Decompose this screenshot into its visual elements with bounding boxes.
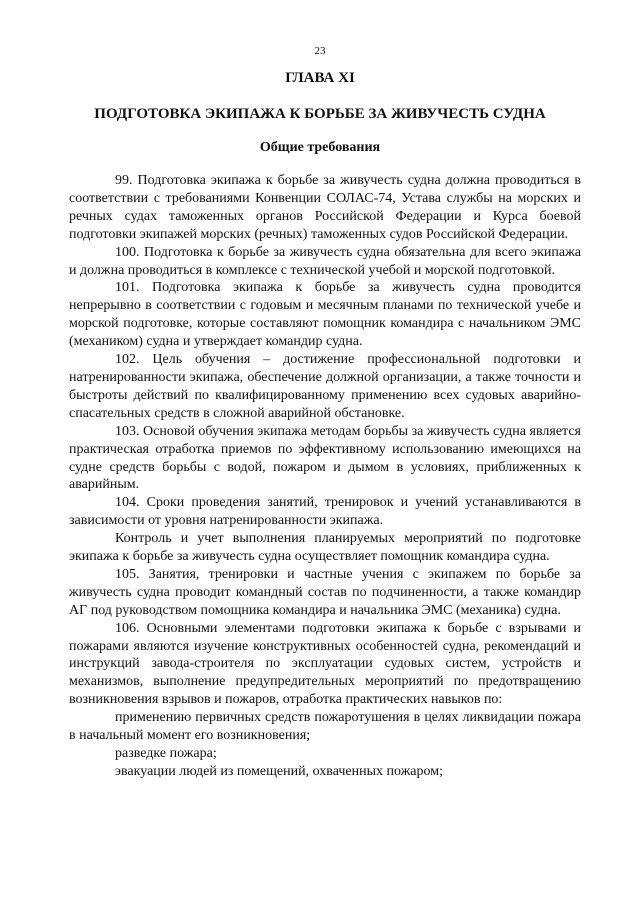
page-number: 23: [314, 45, 326, 57]
paragraph-99: 99. Подготовка экипажа к борьбе за живучесть судна должна проводиться в соответствии с требованиями Конвенции СОЛАС-74, Устава службы на морских и речных судах таможенных органов Российской Федерации и Курса боевой подготовки экипажей морских (речных) таможенных судов Российской Федерации.: [69, 173, 581, 242]
subsection-title: Общие требования: [259, 140, 381, 155]
chapter-title: ГЛАВА XI: [285, 70, 355, 86]
paragraph-101: 101. Подготовка экипажа к борьбе за живучесть судна проводится непрерывно в соответствии с годовым и месячным планами по технической учебе и морской подготовке, которые составляют помощник командира с начальником ЭМС (механиком) судна и утверждает командир судна.: [69, 280, 581, 350]
list-item-fire-reconnaissance: разведке пожара;: [115, 746, 217, 761]
paragraph-105: 105. Занятия, тренировки и частные учения с экипажем по борьбе за живучесть судна проводит командный состав по подчиненности, а также командир АГ под руководством помощника командира и начальника ЭМС (механика) судна.: [69, 566, 581, 618]
paragraph-103: 103. Основой обучения экипажа методам борьбы за живучесть судна является практическая отработка приемов по эффективному использованию имеющихся на судне средств борьбы с водой, пожаром и дымом в условиях, приближенных к аварийным.: [69, 423, 581, 493]
paragraph-106: 106. Основными элементами подготовки экипажа к борьбе с взрывами и пожарами являются изучение конструктивных особенностей судна, рекомендаций и инструкций завода-строителя по эксплуатации судовых систем, устройств и механизмов, выполнение предупредительных мероприятий по предотвращению возникновения взрывов и пожаров, отработка практических навыков по:: [69, 620, 581, 708]
section-title: ПОДГОТОВКА ЭКИПАЖА К БОРЬБЕ ЗА ЖИВУЧЕСТЬ СУДНА: [94, 106, 546, 122]
paragraph-104: 104. Сроки проведения занятий, тренировок и учений устанавливаются в зависимости от уровня натренированности экипажа.: [69, 495, 581, 529]
list-item-evacuation: эвакуации людей из помещений, охваченных пожаром;: [115, 763, 444, 779]
list-item-primary-extinguishing: применению первичных средств пожаротушения в целях ликвидации пожара в начальный момент его возникновения;: [69, 710, 581, 744]
paragraph-102: 102. Цель обучения – достижение профессиональной подготовки и натренированности экипажа, обеспечение должной организации, а также точности и быстроты действий по квалифицированному применению всех судовых аварийно-спасательных средств в сложной аварийной обстановке.: [69, 352, 581, 421]
document-body: [69, 172, 581, 781]
paragraph-104-control: Контроль и учет выполнения планируемых мероприятий по подготовке экипажа к борьбе за живучесть судна осуществляет помощник командира судна.: [69, 531, 581, 565]
paragraph-100: 100. Подготовка к борьбе за живучесть судна обязательна для всего экипажа и должна проводиться в комплексе с технической учебой и морской подготовкой.: [69, 244, 581, 278]
